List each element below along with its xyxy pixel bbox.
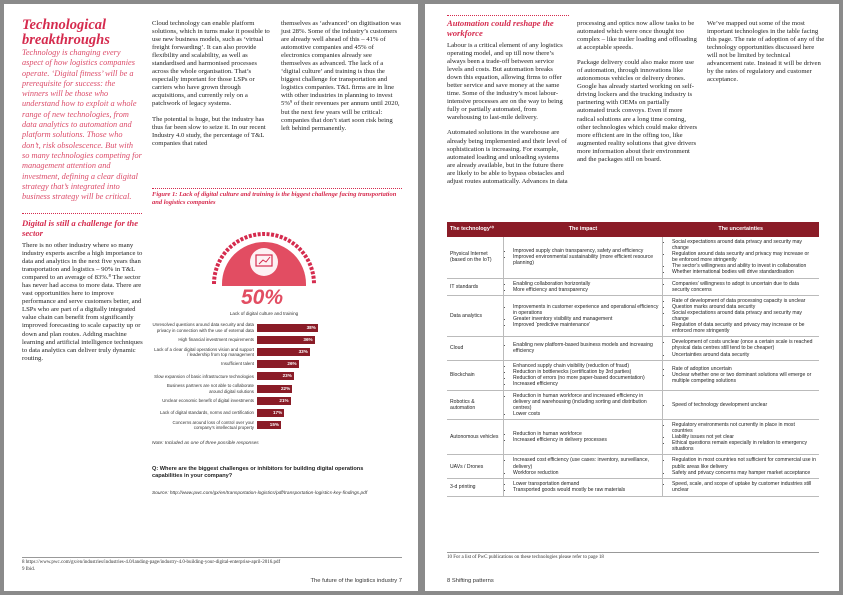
table-row <box>447 390 819 419</box>
bar-value-label: 36% <box>303 336 313 342</box>
impact-item: • Increased cost efficiency (use cases: inventory, surveillance, delivery) <box>513 457 659 469</box>
impact-item: • Improved supply chain transparency, safety and efficiency <box>513 248 659 254</box>
impact-cell <box>504 360 663 390</box>
uncertainty-item: • Development of costs unclear (once a certain scale is reached physical data centres still tend to be cheaper) <box>672 339 816 351</box>
left-column-1 <box>22 242 144 370</box>
section-title: Automation could reshape the workforce <box>447 18 554 38</box>
bar-value-label: 23% <box>282 373 292 379</box>
column-header: The technology¹⁰ <box>447 222 504 237</box>
body-paragraph: The potential is huge, but the industry has thus far been slow to seize it. In our recent Industry 4.0 study, the percentage of T&L companies that rated <box>152 115 266 147</box>
uncertainty-item: • Ethical questions remain especially in relation to emergency situations <box>672 440 816 452</box>
bar-category-label: Insufficient talent <box>221 361 254 367</box>
impact-cell <box>504 478 663 496</box>
bullet-list <box>666 239 816 276</box>
footnote-9: 9 Ibid. <box>22 566 36 572</box>
impact-cell <box>504 419 663 454</box>
body-paragraph: Labour is a critical element of any logistics operating model, and up till now there’s always been a trade-off between service levels and costs. But automation breaks down this equation, allowing firms to offer better service and save money at the same time. Some of the industry’s most labour-intensive processes are on the way to being fully or partially automated, from warehousing to last-mile delivery. <box>447 42 563 122</box>
table-row <box>447 455 819 478</box>
impact-item: • Reduction in bottlenecks (certification by 3rd parties) <box>513 369 659 375</box>
technology-cell: IT standards <box>447 278 504 295</box>
bar-value-label: 17% <box>272 409 283 415</box>
impact-cell <box>504 278 663 295</box>
presentation-icon <box>250 248 278 276</box>
uncertainty-item: • Companies’ willingness to adopt is uncertain due to data security concerns <box>672 281 816 293</box>
table-row <box>447 478 819 496</box>
impact-item: • Enhanced supply chain visibility (reduction of fraud) <box>513 363 659 369</box>
uncertainty-item: • Social expectations around data privacy and security may change <box>672 239 816 251</box>
uncertainty-item: • Whether international bodies will drive standardisation <box>672 269 816 275</box>
bullet-list <box>666 457 816 475</box>
uncertainty-item: • Uncertainties around data security <box>672 352 816 358</box>
uncertainty-item: • Rate of development of data processing capacity is unclear <box>672 298 816 304</box>
section-divider <box>447 15 569 16</box>
technology-cell: Physical Internet (based on the IoT) <box>447 237 504 278</box>
body-paragraph: processing and optics now allow tasks to be automated which were once thought too complex – like trailer loading and offloading at acceptable speeds. <box>577 20 697 52</box>
uncertainty-item: • Rate of adoption uncertain <box>672 366 816 372</box>
bar-value-label: 21% <box>279 397 289 403</box>
big-stat-label: Lack of digital culture and training <box>229 311 299 316</box>
page-title: Technological breakthroughs <box>22 17 110 48</box>
uncertainty-cell <box>663 337 820 360</box>
body-paragraph: Automated solutions in the warehouse are already being implemented and their level of sophistication is increasing. For example, automated loading and unloading systems are already available, but in the future there are likely to be able to bypass obstacles and adjust routes automatically. Advances in data <box>447 129 568 185</box>
lead-paragraph: Technology is changing every aspect of how logistics companies operate. ‘Digital fitness’ will be a prerequisite for success: the winners will be those who understand how to exploit a whole range of new technologies, from data analytics to automation and platform solutions. Those who don’t, risk obsolescence. But with so many technologies competing for management attention and investment, defining a clear digital strategy that’s integrated into business strategy will be critical. <box>22 48 142 202</box>
left-page <box>4 4 418 591</box>
uncertainty-item: • Regulation of data security and privacy may increase or be enforced more stringently <box>672 322 816 334</box>
bullet-list <box>666 298 816 335</box>
body-paragraph: There is no other industry where so many industry experts ascribe a high importance to data and analytics in the next five years than transportation and logistics – 90% in T&L compared to an average of 83%.⁸ The sector has never had access to more data. There are vast opportunities here to improve performance and serve customers better, and LSPs who are part of a digitally integrated value chain can benefit from significantly improved forecasting to scale capacity up or down and plan routes. Adding machine learning and artificial intelligence techniques to data analytics can deliver truly dynamic routing. <box>22 242 143 362</box>
impact-item: • Lower costs <box>513 411 659 417</box>
footnote-10: 10 For a list of PwC publications on these technologies please refer to page 18 <box>447 552 819 562</box>
uncertainty-cell <box>663 390 820 419</box>
bar-chart <box>152 322 402 434</box>
bullet-list <box>507 342 659 354</box>
section-divider <box>22 213 142 214</box>
bullet-list <box>507 481 659 493</box>
impact-item: • Greater inventory visibility and management <box>513 316 659 322</box>
impact-item: • Reduction in human workforce and increased efficiency in delivery and warehousing (including sorting and distribution centres) <box>513 393 659 411</box>
bar-category-label: Unclear economic benefit of digital investments <box>162 398 254 404</box>
bullet-list <box>666 402 816 408</box>
bullet-list <box>666 339 816 357</box>
bar-category-label: Lack of digital standards, norms and certification <box>160 410 254 416</box>
uncertainty-item: • Regulatory environments not currently in place in most countries <box>672 422 816 434</box>
bar-category-label: Business partners are not able to collaborate around digital solutions <box>166 383 254 394</box>
table-row <box>447 337 819 360</box>
table-header-row <box>447 222 819 237</box>
bullet-list <box>666 366 816 384</box>
section-title: Digital is still a challenge for the sector <box>22 218 139 238</box>
uncertainty-item: • Liability issues not yet clear <box>672 434 816 440</box>
impact-cell <box>504 455 663 478</box>
chart-source: Source: http://www.pwc.com/gx/en/transportation-logistics/pdf/transportation-logistics-key-findings.pdf <box>152 491 368 496</box>
figure-title: Figure 1: Lack of digital culture and training is the biggest challenge facing transportation and logistics companies <box>152 191 397 206</box>
right-page <box>425 4 839 591</box>
bar-value-label: 22% <box>280 385 291 391</box>
bullet-list <box>507 281 659 293</box>
big-stat: 50% <box>240 286 284 309</box>
impact-cell <box>504 337 663 360</box>
table-row <box>447 360 819 390</box>
column-header: The impact <box>504 222 663 237</box>
table-body <box>447 237 819 496</box>
body-paragraph: We’ve mapped out some of the most important technologies in the table facing this page. The rate of adoption of any of the technology opportunities discussed here will not be limited by technical advancement rate. Instead it will be driven by the rates of regulatory and customer acceptance. <box>707 20 825 84</box>
bar-value-label: 15% <box>269 422 279 428</box>
impact-cell <box>504 237 663 278</box>
uncertainty-item: • Regulation around data security and privacy may increase or be enforced more stringently <box>672 251 816 263</box>
uncertainty-item: • Speed of technology development unclear <box>672 402 816 408</box>
bullet-list <box>507 457 659 475</box>
technology-cell: Robotics & automation <box>447 390 504 419</box>
impact-cell <box>504 390 663 419</box>
uncertainty-cell <box>663 360 820 390</box>
column-header: The uncertainties <box>663 222 820 237</box>
page-footer: 8 Shifting patterns <box>447 578 494 584</box>
uncertainty-cell <box>663 478 820 496</box>
impact-item: • Lower transportation demand <box>513 481 659 487</box>
bullet-list <box>507 431 659 443</box>
technology-cell: Autonomous vehicles <box>447 419 504 454</box>
bar-value-label: 38% <box>306 324 316 330</box>
technology-cell: UAVs / Drones <box>447 455 504 478</box>
impact-cell <box>504 295 663 337</box>
uncertainty-item: • The sector’s willingness and ability to invest in collaboration <box>672 263 816 269</box>
uncertainty-item: • Speed, scale, and scope of uptake by customer industries still unclear <box>672 481 816 493</box>
body-paragraph: themselves as ‘advanced’ on digitisation was just 28%. Some of the industry’s customers are already well ahead of this – 41% of automotive companies and 45% of electronics companies already see themselves as advanced. The lack of a ‘digital culture’ and training is thus the biggest challenge for transportation and logistics companies. T&L firms are in line with other industries in planning to invest 5%⁹ of their revenues per annum until 2020, but the next few years will be critical: companies that don’t start soon risk being left behind permanently. <box>281 20 402 132</box>
impact-item: • More efficiency and transparency <box>513 287 659 293</box>
bar-value-label: 26% <box>287 361 297 367</box>
impact-item: • Improved environmental sustainability (more efficient resource planning) <box>513 254 659 266</box>
bar-category-label: High financial investment requirements <box>178 337 254 343</box>
technology-cell: 3-d printing <box>447 478 504 496</box>
uncertainty-item: • Safety and privacy concerns may hamper market acceptance <box>672 470 816 476</box>
impact-item: • Improvements in customer experience and operational efficiency in operations <box>513 304 659 316</box>
uncertainty-item: • Regulation in most countries not sufficient for commercial use in public areas like delivery <box>672 457 816 469</box>
impact-item: • Workforce reduction <box>513 470 659 476</box>
bar-category-label: Slow expansion of basic infrastructure technologies <box>154 373 254 379</box>
table-row <box>447 278 819 295</box>
impact-item: • Reduction of errors (no more paper-based documentation) <box>513 375 659 381</box>
bar-category-label: Concerns around loss of control over your company’s intellectual property <box>172 419 254 431</box>
impact-item: • Increased efficiency <box>513 381 659 387</box>
bar-category-label: Lack of a clear digital operations vision and support / leadership from top management <box>154 346 254 357</box>
left-column-2 <box>152 20 274 155</box>
bullet-list <box>507 393 659 417</box>
bullet-list <box>507 248 659 266</box>
footnote-8: 8 https://www.pwc.com/gx/en/industries/industries-4.0/landing-page/industry-4.0-building-your-digital-enterprise-april-2016.pdf <box>22 560 281 565</box>
right-column-1 <box>447 42 569 193</box>
bullet-list <box>507 304 659 328</box>
bullet-list <box>507 363 659 387</box>
uncertainty-item: • Question marks around data security <box>672 304 816 310</box>
technology-cell: Data analytics <box>447 295 504 337</box>
impact-item: • Reduction in human workforce <box>513 431 659 437</box>
uncertainty-cell <box>663 237 820 278</box>
technology-table <box>447 222 819 497</box>
technology-cell: Blockchain <box>447 360 504 390</box>
uncertainty-cell <box>663 455 820 478</box>
impact-item: • Increased efficiency in delivery processes <box>513 437 659 443</box>
impact-item: • Enabling new platform-based business models and increasing efficiency <box>513 342 659 354</box>
left-column-3 <box>281 20 403 140</box>
page-footer: The future of the logistics industry 7 <box>310 578 402 584</box>
table-row <box>447 419 819 454</box>
bullet-list <box>666 422 816 452</box>
bullet-list <box>666 481 816 493</box>
table-row <box>447 295 819 337</box>
bar-value-label: 33% <box>298 348 308 354</box>
body-paragraph: Package delivery could also make more use of automation, through innovations like autonomous vehicles or delivery drones. Google has already started working on self-driving lockers and the trucking industry is partnering with OEMs on partially automated truck convoys. Even if more radical solutions are a long time coming, other technologies which could make drivers more efficient are in the offing too, like augmented reality solutions that give drivers more information about their environment and the packages still on board. <box>577 59 698 163</box>
impact-item: • Transported goods would mostly be raw materials <box>513 487 659 493</box>
impact-item: • Improved ‘predictive maintenance’ <box>513 322 659 328</box>
uncertainty-cell <box>663 278 820 295</box>
figure-divider <box>152 188 402 189</box>
uncertainty-item: • Unclear whether one or two dominant solutions will emerge or multiple competing solutions <box>672 372 816 384</box>
bar-category-label: Unresolved questions around data security and data privacy in connection with the use of external data <box>152 322 254 333</box>
uncertainty-cell <box>663 295 820 337</box>
technology-cell: Cloud <box>447 337 504 360</box>
uncertainty-cell <box>663 419 820 454</box>
body-paragraph: Cloud technology can enable platform solutions, which in turns make it possible to use new business models, such as ‘virtual freight forwarding’. It can also provide flexibility and scalability, as well as standardised and harmonised processes across the whole organisation. That’s especially important for those LSPs or carriers who have grown through acquisitions, and currently rely on a patchwork of legacy systems. <box>152 20 270 108</box>
chart-note: Note: Included as one of three possible responses <box>152 441 259 446</box>
right-column-2 <box>577 20 699 171</box>
bullet-list <box>666 281 816 293</box>
right-column-3 <box>707 20 825 91</box>
chart-question: Q: Where are the biggest challenges or inhibitors for building digital operations capabilities in your company? <box>152 466 364 479</box>
footnotes <box>22 557 402 573</box>
uncertainty-item: • Social expectations around data privacy and security may change <box>672 310 816 322</box>
impact-item: • Enabling collaboration horizontally <box>513 281 659 287</box>
table-row <box>447 237 819 278</box>
